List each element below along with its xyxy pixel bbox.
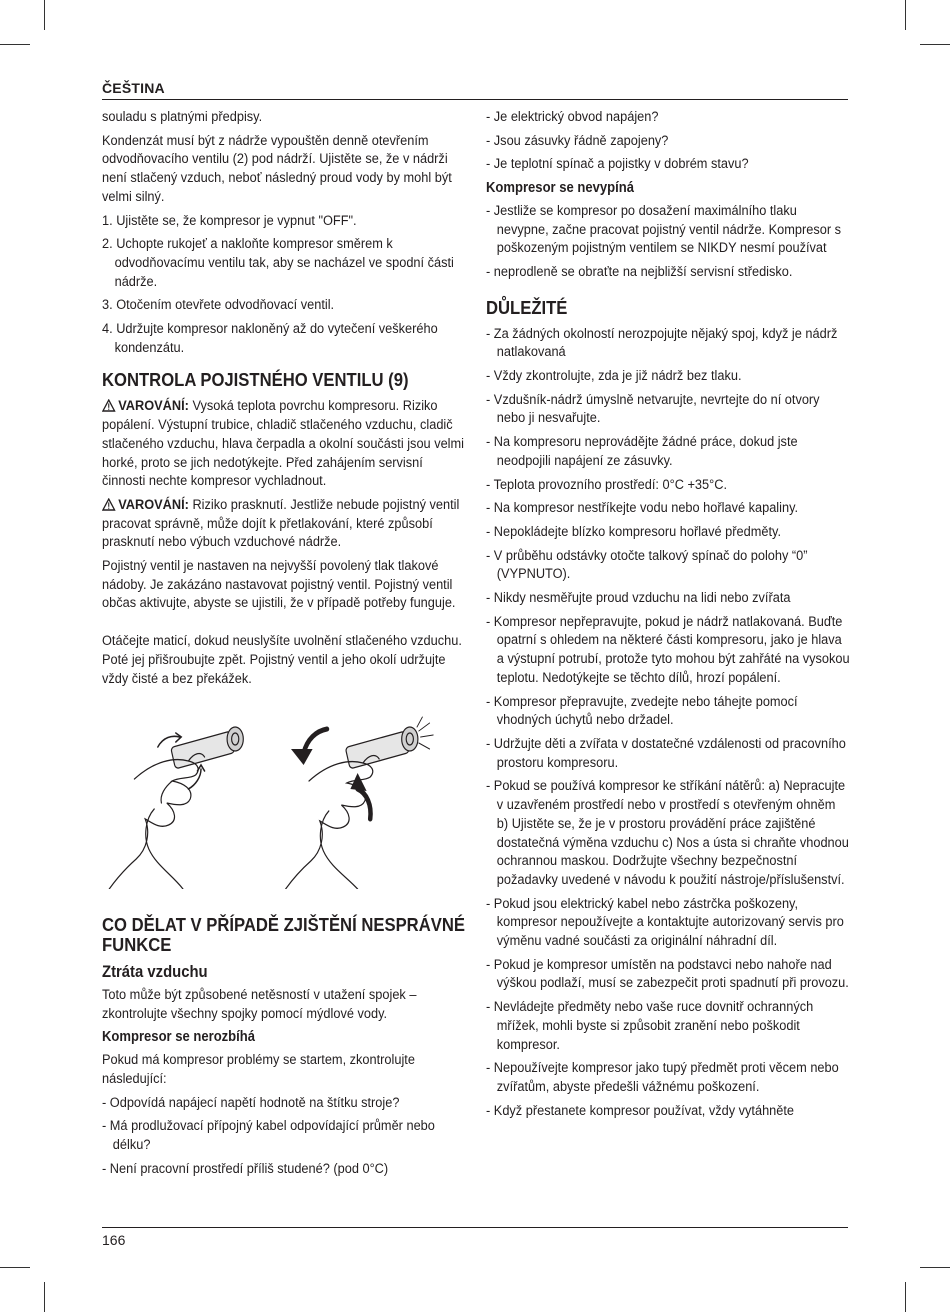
left-column xyxy=(102,108,466,1183)
step-item: 1. Ujistěte se, že kompresor je vypnut "OFF". xyxy=(102,212,357,229)
check-item: - Jsou zásuvky řádně zapojeny? xyxy=(486,132,669,149)
check-item: - Má prodlužovací přípojný kabel odpovídající průměr nebo délku? xyxy=(102,1118,435,1153)
crop-mark xyxy=(0,44,30,45)
crop-mark xyxy=(920,44,950,45)
condensate-text: Kondenzát musí být z nádrže vypouštěn denně otevřením odvodňovacího ventilu (2) pod nádrží. Ujistěte se, že v nádrži není stlačený vzduch, neboť následný proud vody by mohl být velmi silný. xyxy=(102,132,452,205)
important-item: - Teplota provozního prostředí: 0°C +35°C. xyxy=(486,476,728,493)
warning-text: Vysoká teplota povrchu kompresoru. Riziko popálení. Výstupní trubice, chladič stlačeného vzduchu, cladič stlačeného vzduchu, hlava čerpadla a okolní součásti jsou velmi horké, proto se jich nedotýkejte. Před zahájením servisní činnosti nechte kompresor vychladnout. xyxy=(102,398,464,490)
check-item: - Je teplotní spínač a pojistky v dobrém stavu? xyxy=(486,156,749,173)
intro-text: souladu s platnými předpisy. xyxy=(102,109,263,125)
heading-no-start: Kompresor se nerozbíhá xyxy=(102,1029,256,1046)
important-item: - Nepoužívejte kompresor jako tupý předmět proti věcem nebo zvířatům, abyste předešli vážnému poškození. xyxy=(486,1060,839,1095)
warning-label: VAROVÁNÍ: xyxy=(118,496,189,513)
footer-rule xyxy=(102,1227,848,1228)
step-item: 3. Otočením otevřete odvodňovací ventil. xyxy=(102,297,335,314)
heading-malfunction: CO DĚLAT V PŘÍPADĚ ZJIŠTĚNÍ NESPRÁVNÉ FUNKCE xyxy=(102,913,465,955)
air-loss-text: Toto může být způsobené netěsností v utažení spojek – zkontrolujte všechny spojky pomocí mýdlové vody. xyxy=(102,986,417,1022)
valve-turn-text: Otáčejte maticí, dokud neuslyšíte uvolnění stlačeného vzduchu. Poté jej přišroubujte zpět. Pojistný ventil a jeho okolí udržujte vždy čisté a bez překážek. xyxy=(102,633,462,687)
crop-mark xyxy=(44,1282,45,1312)
crop-mark xyxy=(920,1267,950,1268)
important-item: - Pokud jsou elektrický kabel nebo zástrčka poškozeny, kompresor nepoužívejte a kontaktujte autorizovaný servis pro výměnu vadné součásti za originální náhradní díl. xyxy=(486,895,844,950)
important-item: - Vždy zkontrolujte, zda je již nádrž bez tlaku. xyxy=(486,368,742,385)
check-item: - Je elektrický obvod napájen? xyxy=(486,109,659,125)
header-rule xyxy=(102,99,848,100)
hand-turning-valve-left xyxy=(109,727,243,889)
right-column xyxy=(486,108,850,1125)
valve-text: Pojistný ventil je nastaven na nejvyšší povolený tlak tlakové nádoby. Je zakázáno nastavovat pojistný ventil. Pojistný ventil občas aktivujte, abyste se ujistili, že v případě potřeby funguje. xyxy=(102,558,456,612)
crop-mark xyxy=(905,1282,906,1312)
crop-mark xyxy=(0,1267,30,1268)
page-number: 166 xyxy=(102,1232,126,1248)
important-item: - Když přestanete kompresor používat, vždy vytáhněte xyxy=(486,1102,795,1119)
heading-air-loss: Ztráta vzduchu xyxy=(102,962,208,981)
warning-2 xyxy=(102,496,466,552)
step-item: 2. Uchopte rukojeť a nakloňte kompresor směrem k odvodňovacímu ventilu tak, aby se nacházel ve spodní části nádrže. xyxy=(102,236,454,290)
important-item: - Vzdušník-nádrž úmyslně netvarujte, nevrtejte do ní otvory nebo ji nesvařujte. xyxy=(486,391,820,427)
warning-text: Riziko prasknutí. Jestliže nebude pojistný ventil pracovat správně, může dojít k přetlakování, které způsobí prasknutí nebo výbuch vzduchové nádrže. xyxy=(102,496,460,551)
language-header: ČEŠTINA xyxy=(102,80,165,96)
warning-1 xyxy=(102,397,466,491)
important-item: - Kompresor přepravujte, zvedejte nebo táhejte pomocí vhodných úchytů nebo držadel. xyxy=(486,693,798,729)
important-item: - Na kompresoru neprovádějte žádné práce, dokud jste neodpojili napájení ze zásuvky. xyxy=(486,434,798,469)
heading-no-stop: Kompresor se nevypíná xyxy=(486,180,634,197)
important-item: - Udržujte děti a zvířata v dostatečné vzdálenosti od pracovního prostoru kompresoru. xyxy=(486,735,846,771)
warning-label: VAROVÁNÍ: xyxy=(118,398,189,415)
crop-mark xyxy=(44,0,45,30)
no-stop-item: - neprodleně se obraťte na nejbližší servisní středisko. xyxy=(486,263,793,280)
important-item: - Pokud je kompresor umístěn na podstavci nebo nahoře nad výškou podlaží, musí se zabezpečit proti spadnutí při provozu. xyxy=(486,956,849,992)
no-stop-item: - Jestliže se kompresor po dosažení maximálního tlaku nevypne, začne pracovat pojistný ventil nádrže. Kompresor s poškozeným pojistným ventilem se NIKDY nesmí používat xyxy=(486,202,842,257)
hand-turning-valve-right xyxy=(286,717,434,889)
warning-triangle-icon xyxy=(102,399,116,412)
important-item: - Nikdy nesměřujte proud vzduchu na lidi nebo zvířata xyxy=(486,590,791,607)
important-item: - Za žádných okolností nerozpojujte nějaký spoj, když je nádrž natlakovaná xyxy=(486,325,838,361)
check-item: - Odpovídá napájecí napětí hodnotě na štítku stroje? xyxy=(102,1094,400,1111)
warning-triangle-icon xyxy=(102,498,116,511)
heading-important: DŮLEŽITÉ xyxy=(486,296,568,318)
important-item: - Kompresor nepřepravujte, pokud je nádrž natlakovaná. Buďte opatrní s ohledem na některé části kompresoru, jako je hlava a výstupní potrubí, protože tyto mohou být zahřáté na vysokou teplotu. Nedotýkejte se těchto dílů, hrozí popálení. xyxy=(486,613,850,686)
no-start-text: Pokud má kompresor problémy se startem, zkontrolujte následující: xyxy=(102,1052,415,1087)
heading-valve-check: KONTROLA POJISTNÉHO VENTILU (9) xyxy=(102,369,409,391)
crop-mark xyxy=(905,0,906,30)
important-item: - Pokud se používá kompresor ke stříkání nátěrů: a) Nepracujte v uzavřeném prostředí nebo v prostředí s otevřeným ohněm b) Ujistěte se, že je v prostoru provádění práce zajištěné dostatečná výměna vzduchu c) Nos a ústa si chraňte vhodnou ochrannou maskou. Dodržujte všechny bezpečnostní požadavky uvedené v návodu k použití nástroje/příslušenství. xyxy=(486,778,849,888)
step-item: 4. Udržujte kompresor nakloněný až do vytečení veškerého kondenzátu. xyxy=(102,321,438,356)
check-item: - Není pracovní prostředí příliš studené? (pod 0°C) xyxy=(102,1160,389,1177)
important-item: - Nevládejte předměty nebo vaše ruce dovnitř ochranných mřížek, mohli byste si způsobit zranění nebo poškodit kompresor. xyxy=(486,999,814,1053)
important-item: - Na kompresor nestříkejte vodu nebo hořlavé kapaliny. xyxy=(486,500,799,517)
important-item: - V průběhu odstávky otočte talkový spínač do polohy “0” (VYPNUTO). xyxy=(486,547,808,583)
important-item: - Nepokládejte blízko kompresoru hořlavé předměty. xyxy=(486,523,782,540)
safety-valve-illustration xyxy=(100,709,464,889)
